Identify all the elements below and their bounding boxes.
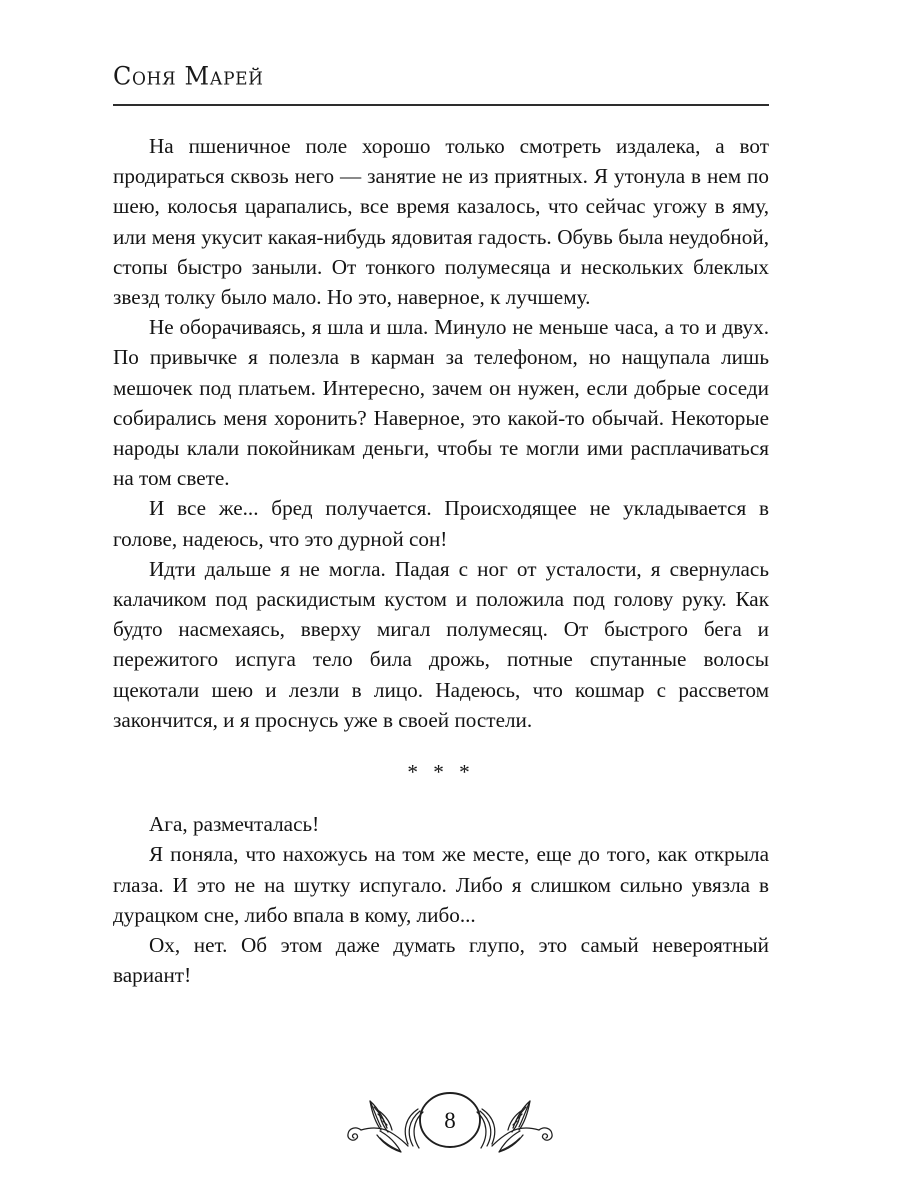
running-head: [113, 62, 769, 92]
paragraph: Идти дальше я не могла. Падая с ног от усталости, я свернулась калачиком под раскидистым кустом и положила под голову руку. Как будто насмехаясь, вверху мигал полумесяц. От быстрого бега и пережитого испуга тело била дрожь, потные спутанные волосы щекотали шею и лезли в лицо. Надеюсь, что кошмар с рассветом закончится, и я проснусь уже в своей постели.: [113, 556, 769, 732]
body-text: [113, 131, 769, 990]
paragraph: И все же... бред получается. Происходящее не укладывается в голове, надеюсь, что это дурной сон!: [113, 496, 769, 551]
page-footer-ornament: [0, 1080, 900, 1160]
page-number: 8: [444, 1108, 456, 1133]
paragraph: На пшеничное поле хорошо только смотреть издалека, а вот продираться сквозь него — занятие не из приятных. Я утонула в нем по шею, колосья царапались, все время казалось, что сейчас угожу в яму, или меня укусит какая-нибудь ядовитая гадость. Обувь была неудобной, стопы быстро заныли. От тонкого полумесяца и нескольких блеклых звезд толку было мало. Но это, наверное, к лучшему.: [113, 134, 769, 310]
paragraph: Я поняла, что нахожусь на том же месте, еще до того, как открыла глаза. И это не на шутку испугало. Либо я слишком сильно увязла в дурацком сне, либо впала в кому, либо...: [113, 842, 769, 927]
scene-break-divider: * * *: [407, 760, 475, 785]
paragraph: Ох, нет. Об этом даже думать глупо, это самый невероятный вариант!: [113, 933, 769, 988]
leafy-scroll-flourish-icon: [330, 1080, 570, 1160]
running-head-author: Соня Марей: [113, 61, 264, 91]
running-head-rule: [113, 104, 769, 106]
paragraph: Не оборачиваясь, я шла и шла. Минуло не меньше часа, а то и двух. По привычке я полезла в карман за телефоном, но нащупала лишь мешочек под платьем. Интересно, зачем он нужен, если добрые соседи собирались меня хоронить? Наверное, это какой-то обычай. Некоторые народы клали покойникам деньги, чтобы те могли ими расплачиваться на том свете.: [113, 315, 769, 491]
paragraph: Ага, размечталась!: [149, 812, 320, 837]
